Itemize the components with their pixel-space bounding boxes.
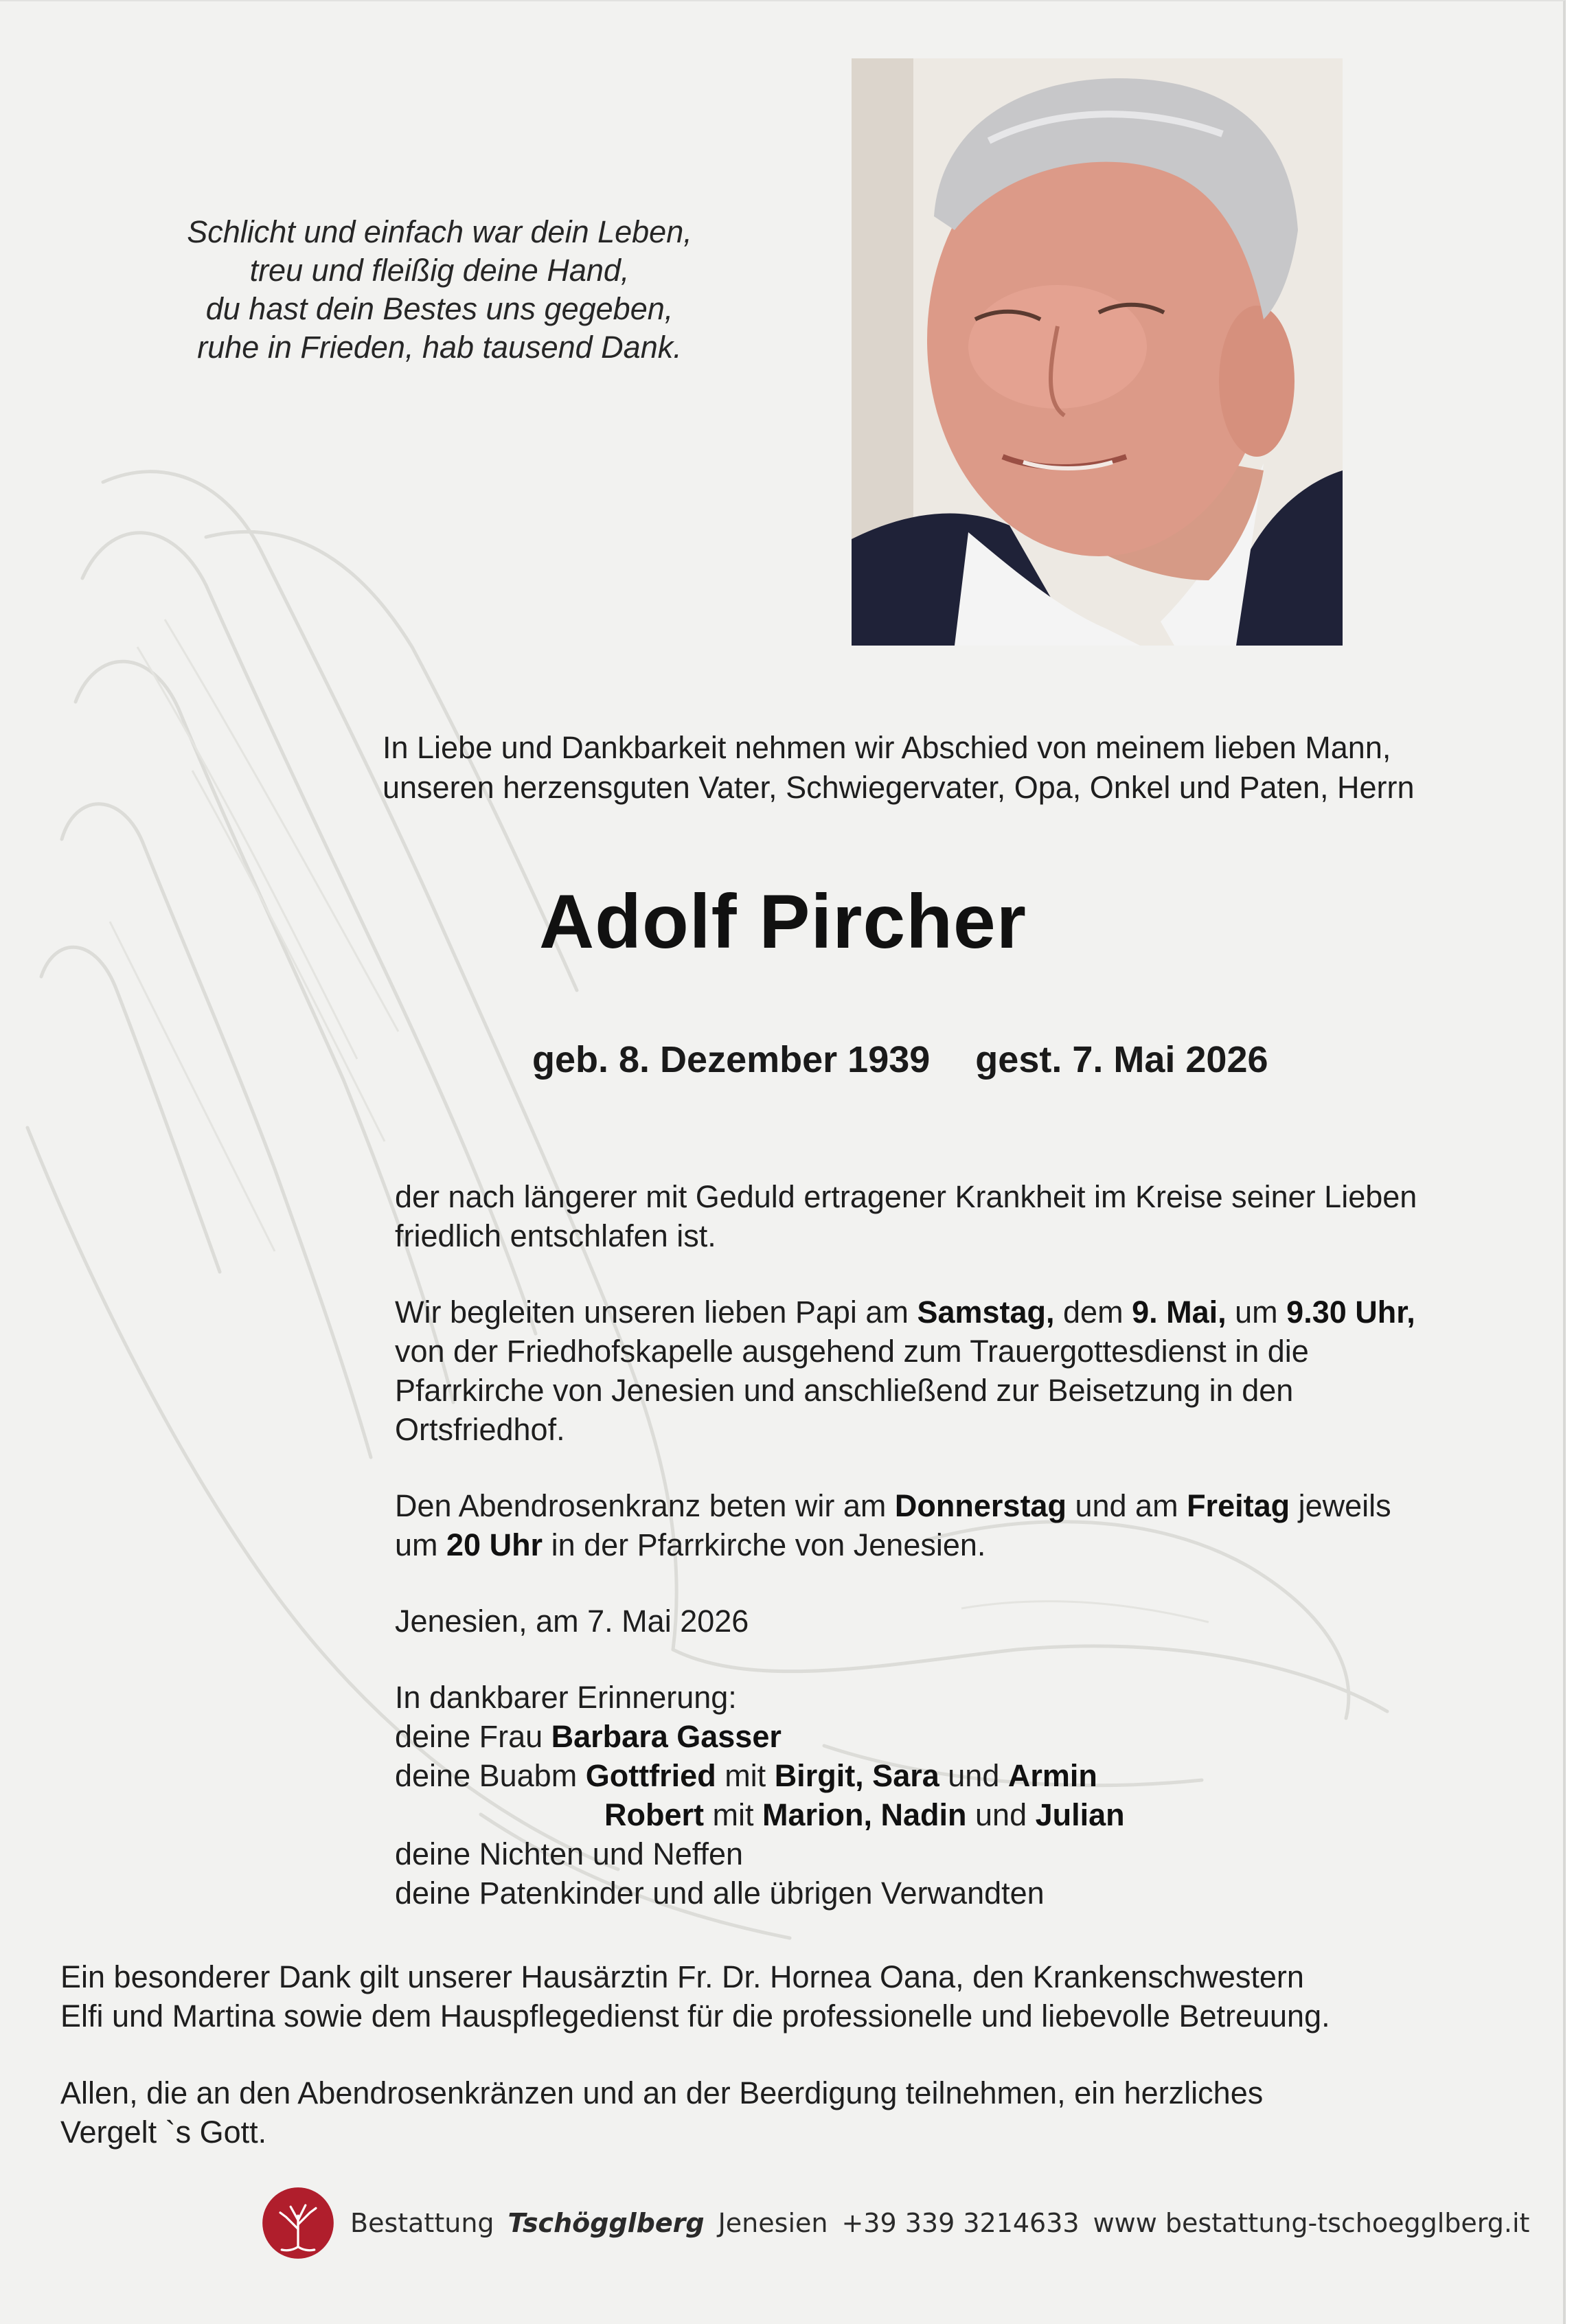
footer-website: www bestattung-tschoegglberg.it: [1093, 2208, 1530, 2238]
text-line: Pfarrkirche von Jenesien und anschließend zur Beisetzung in den: [395, 1373, 1294, 1408]
mourners-heading: In dankbarer Erinnerung:: [395, 1680, 737, 1715]
text-line: Den Abendrosenkranz beten wir am Donnerstag und am Freitag jeweils: [395, 1488, 1391, 1523]
paragraph-illness: [395, 1177, 1535, 1255]
text-line: der nach längerer mit Geduld ertragener Krankheit im Kreise seiner Lieben: [395, 1179, 1417, 1214]
deceased-name: Adolf Pircher: [539, 879, 1027, 964]
text-line: Wir begleiten unseren lieben Papi am Samstag, dem 9. Mai, um 9.30 Uhr,: [395, 1295, 1415, 1330]
poem-line: du hast dein Bestes uns gegeben,: [205, 291, 674, 326]
mourner-sons-2: Robert mit Marion, Nadin und Julian: [604, 1797, 1125, 1832]
tree-logo-icon: [261, 2186, 335, 2260]
text-line: Ortsfriedhof.: [395, 1412, 565, 1447]
mourner-sons: deine Buabm Gottfried mit Birgit, Sara und Armin: [395, 1758, 1097, 1793]
intro-line: In Liebe und Dankbarkeit nehmen wir Abschied von meinem lieben Mann,: [383, 730, 1391, 765]
mourner-wife: deine Frau Barbara Gasser: [395, 1719, 782, 1754]
memorial-poem: [103, 213, 776, 367]
footer-phone: +39 339 3214633: [841, 2208, 1080, 2238]
poem-line: Schlicht und einfach war dein Leben,: [187, 214, 692, 249]
paragraph-rosary: [395, 1486, 1535, 1564]
closing-paragraph: Allen, die an den Abendrosenkränzen und an der Beerdigung teilnehmen, ein herzliches Vergelt `s Gott.: [60, 2075, 1264, 2150]
undertaker-footer: [261, 2185, 1529, 2261]
mourner-nieces: deine Nichten und Neffen: [395, 1836, 744, 1871]
life-dates: [532, 1038, 1268, 1081]
intro-text: [383, 728, 1415, 808]
thanks-section: [60, 1957, 1537, 2189]
footer-town: Jenesien: [718, 2208, 828, 2238]
text-line: von der Friedhofskapelle ausgehend zum Trauergottesdienst in die: [395, 1334, 1309, 1369]
mourner-godchildren: deine Patenkinder und alle übrigen Verwandten: [395, 1876, 1045, 1911]
birth-date: geb. 8. Dezember 1939: [532, 1039, 931, 1080]
mourners-list: [395, 1678, 1535, 1913]
death-date: gest. 7. Mai 2026: [975, 1039, 1268, 1080]
paragraph-funeral: [395, 1292, 1535, 1449]
intro-line: unseren herzensguten Vater, Schwiegervater, Opa, Onkel und Paten, Herrn: [383, 770, 1415, 805]
obituary-body: [395, 1177, 1535, 1913]
text-line: friedlich entschlafen ist.: [395, 1218, 716, 1253]
poem-line: ruhe in Frieden, hab tausend Dank.: [197, 330, 682, 365]
poem-line: treu und fleißig deine Hand,: [249, 253, 630, 288]
footer-brand: Tschögglberg: [508, 2208, 705, 2238]
thanks-paragraph: Ein besonderer Dank gilt unserer Hausärztin Fr. Dr. Hornea Oana, den Krankenschwestern Elfi und Martina sowie dem Hauspflegedienst für die professionelle und liebevolle Betreuung.: [60, 1959, 1330, 2034]
portrait-photo: [852, 58, 1343, 646]
footer-label: Bestattung: [350, 2208, 494, 2238]
place-date: Jenesien, am 7. Mai 2026: [395, 1604, 749, 1639]
text-line: um 20 Uhr in der Pfarrkirche von Jenesien.: [395, 1527, 986, 1562]
